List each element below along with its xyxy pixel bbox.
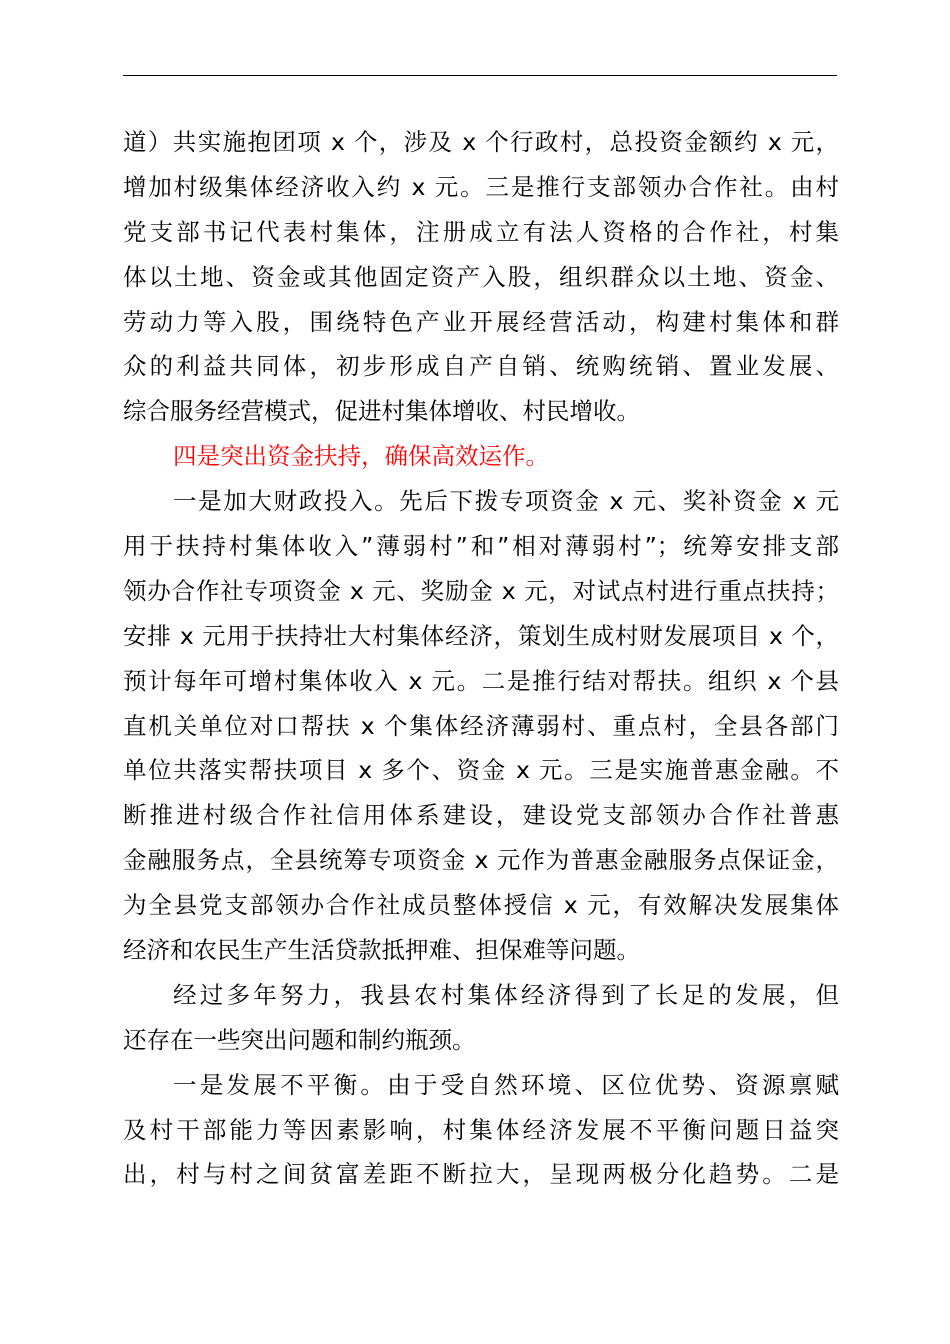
- header-rule: [123, 75, 837, 76]
- text-line: 用于扶持村集体收入”薄弱村”和”相对薄弱村”；统筹安排支部: [123, 532, 839, 561]
- text-line: 领办合作社专项资金 x 元、奖励金 x 元，对试点村进行重点扶持；: [123, 576, 839, 605]
- text-line: 道）共实施抱团项 x 个，涉及 x 个行政村，总投资金额约 x 元，: [123, 128, 839, 156]
- text-line: 安排 x 元用于扶持壮大村集体经济，策划生成村财发展项目 x 个，: [123, 621, 839, 650]
- text-line: 经过多年努力，我县农村集体经济得到了长足的发展，但: [173, 980, 839, 1009]
- text-line: 一是加大财政投入。先后下拨专项资金 x 元、奖补资金 x 元: [173, 487, 839, 516]
- body-text: [123, 120, 839, 1197]
- text-line: 预计每年可增村集体收入 x 元。二是推行结对帮扶。组织 x 个县: [123, 666, 839, 695]
- text-line: 众的利益共同体，初步形成自产自销、统购统销、置业发展、: [123, 352, 839, 381]
- text-line: 体以土地、资金或其他固定资产入股，组织群众以土地、资金、: [123, 262, 839, 291]
- text-line: 经济和农民生产生活贷款抵押难、担保难等问题。: [123, 936, 640, 965]
- text-line: 单位共落实帮扶项目 x 多个、资金 x 元。三是实施普惠金融。不: [123, 756, 839, 785]
- text-line: 一是发展不平衡。由于受自然环境、区位优势、资源禀赋: [173, 1070, 839, 1099]
- section-heading-line: 四是突出资金扶持，确保高效运作。: [173, 442, 549, 471]
- text-line: 还存在一些突出问题和制约瓶颈。: [123, 1025, 476, 1054]
- text-line: 金融服务点，全县统筹专项资金 x 元作为普惠金融服务点保证金，: [123, 846, 839, 875]
- text-line: 断推进村级合作社信用体系建设，建设党支部领办合作社普惠: [123, 801, 839, 830]
- text-line: 劳动力等入股，围绕特色产业开展经营活动，构建村集体和群: [123, 307, 839, 336]
- text-line: 直机关单位对口帮扶 x 个集体经济薄弱村、重点村，全县各部门: [123, 711, 839, 740]
- text-line: 党支部书记代表村集体，注册成立有法人资格的合作社，村集: [123, 217, 839, 246]
- text-line: 增加村级集体经济收入约 x 元。三是推行支部领办合作社。由村: [123, 172, 839, 201]
- text-line: 为全县党支部领办合作社成员整体授信 x 元，有效解决发展集体: [123, 891, 839, 920]
- text-line: 及村干部能力等因素影响，村集体经济发展不平衡问题日益突: [123, 1115, 839, 1144]
- text-line: 综合服务经营模式，促进村集体增收、村民增收。: [123, 397, 640, 426]
- text-line: 出，村与村之间贫富差距不断拉大，呈现两极分化趋势。二是: [123, 1160, 839, 1189]
